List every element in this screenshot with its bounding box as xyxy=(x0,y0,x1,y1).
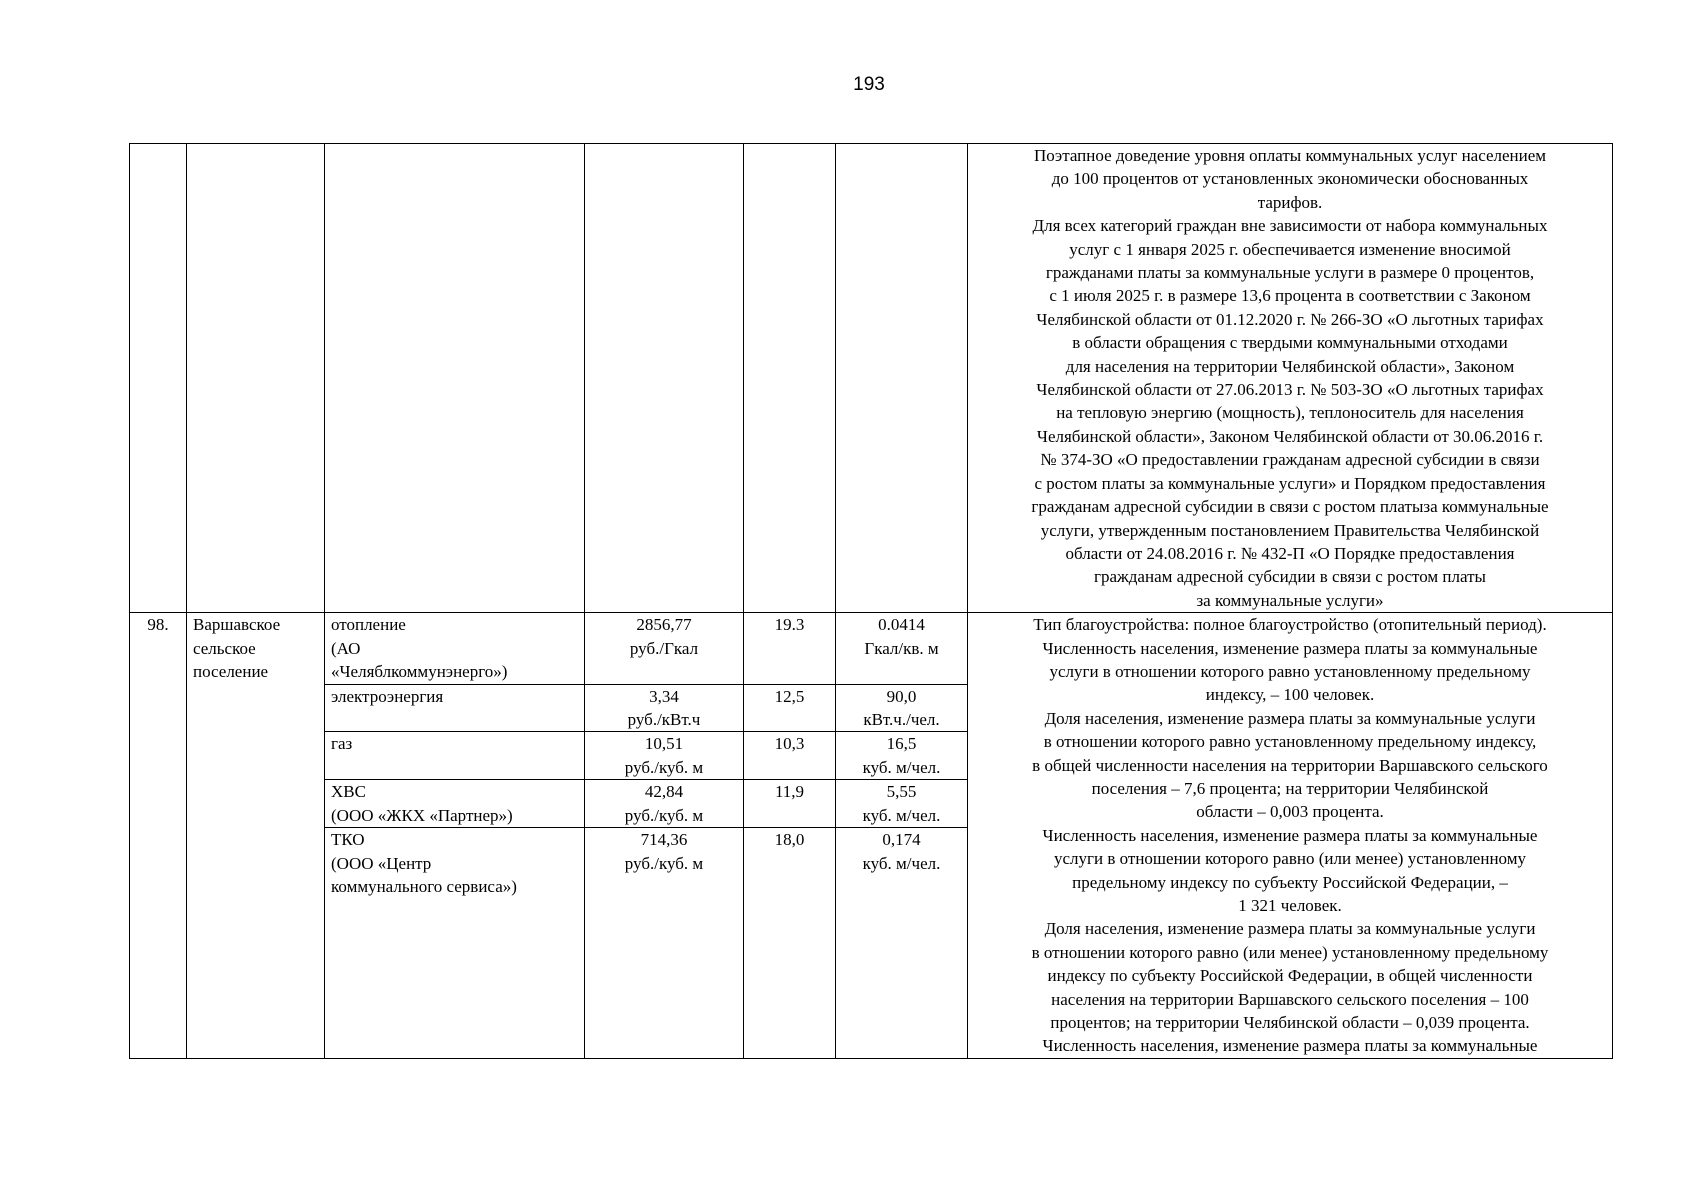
service-tariff xyxy=(585,732,744,780)
cell-empty xyxy=(187,144,325,613)
text-line: услуги в отношении которого равно установленному предельному xyxy=(1049,661,1531,681)
text-line: Для всех категорий граждан вне зависимости от набора коммунальных xyxy=(1032,216,1548,236)
service-name xyxy=(325,613,585,684)
cell-empty xyxy=(130,144,187,613)
text-line: куб. м/чел. xyxy=(862,805,941,825)
service-name xyxy=(325,684,585,732)
service-tariff xyxy=(585,684,744,732)
tariff-table xyxy=(129,143,1613,1059)
text-line: области от 24.08.2016 г. № 432-П «О Порядке предоставления xyxy=(1065,543,1515,563)
text-line: сельское xyxy=(193,638,256,658)
text-line: Челябинской области от 27.06.2013 г. № 503-ЗО «О льготных тарифах xyxy=(1036,380,1544,400)
text-line: электроэнергия xyxy=(331,686,444,706)
text-line: для населения на территории Челябинской области», Законом xyxy=(1065,356,1515,376)
cell-empty xyxy=(836,144,968,613)
service-tariff xyxy=(585,780,744,828)
text-line: куб. м/чел. xyxy=(862,757,941,777)
text-line: индексу, – 100 человек. xyxy=(1205,685,1375,705)
text-line: 2856,77 xyxy=(636,615,692,635)
text-line: «Челяблкоммунэнерго») xyxy=(331,661,508,681)
text-line: поселения – 7,6 процента; на территории Челябинской xyxy=(1091,778,1489,798)
service-index: 11,9 xyxy=(744,780,836,828)
text-line: куб. м/чел. xyxy=(862,853,941,873)
text-line: в области обращения с твердыми коммунальными отходами xyxy=(1072,333,1508,353)
service-norm xyxy=(836,684,968,732)
text-line: с ростом платы за коммунальные услуги» и Порядком предоставления xyxy=(1034,473,1546,493)
municipality-name xyxy=(187,613,325,1059)
text-line: до 100 процентов от установленных экономически обоснованных xyxy=(1051,169,1529,189)
text-line: Поэтапное доведение уровня оплаты коммунальных услуг населением xyxy=(1033,146,1547,165)
text-line: 714,36 xyxy=(640,830,688,850)
text-line: населения на территории Варшавского сельского поселения – 100 xyxy=(1051,989,1529,1009)
text-line: с 1 июля 2025 г. в размере 13,6 процента в соответствии с Законом xyxy=(1049,286,1531,306)
text-line: руб./куб. м xyxy=(624,805,704,825)
text-line: гражданам адресной субсидии в связи с ростом платыза коммунальные xyxy=(1031,497,1549,517)
service-index: 18,0 xyxy=(744,828,836,1059)
text-line: 3,34 xyxy=(649,686,679,706)
text-line: Тип благоустройства: полное благоустройство (отопительный период). xyxy=(1033,615,1547,635)
row-number: 98. xyxy=(130,613,187,1059)
continuation-row xyxy=(130,144,1613,613)
text-line: № 374-ЗО «О предоставлении гражданам адресной субсидии в связи xyxy=(1040,450,1540,470)
text-line: (ООО «ЖКХ «Партнер») xyxy=(331,805,513,825)
text-line: отопление xyxy=(331,615,406,635)
cell-empty xyxy=(585,144,744,613)
text-line: услуг с 1 января 2025 г. обеспечивается изменение вносимой xyxy=(1069,239,1511,259)
service-index: 10,3 xyxy=(744,732,836,780)
text-line: 42,84 xyxy=(644,782,684,802)
text-line: Челябинской области», Законом Челябинской области от 30.06.2016 г. xyxy=(1036,426,1544,446)
text-line: гражданам адресной субсидии в связи с ростом платы xyxy=(1094,567,1486,587)
text-line: 90,0 xyxy=(886,686,917,706)
service-index: 12,5 xyxy=(744,684,836,732)
service-tariff xyxy=(585,613,744,684)
text-line: Доля населения, изменение размера платы за коммунальные услуги xyxy=(1044,919,1536,939)
text-line: 1 321 человек. xyxy=(1238,896,1342,915)
text-line: (АО xyxy=(331,638,361,658)
text-line: Численность населения, изменение размера платы за коммунальные xyxy=(1042,638,1538,658)
text-line: услуги в отношении которого равно (или менее) установленному xyxy=(1054,849,1526,869)
service-norm xyxy=(836,613,968,684)
service-norm xyxy=(836,780,968,828)
text-line: руб./кВт.ч xyxy=(627,709,701,729)
text-line: Челябинской области от 01.12.2020 г. № 266-ЗО «О льготных тарифах xyxy=(1036,309,1544,329)
text-line: руб./Гкал xyxy=(629,638,699,658)
text-line: предельному индексу по субъекту Российской Федерации, – xyxy=(1072,872,1508,892)
text-line: в отношении которого равно (или менее) установленному предельному xyxy=(1031,942,1549,962)
text-line: Варшавское xyxy=(193,615,281,635)
text-line: Гкал/кв. м xyxy=(864,638,939,658)
service-index: 19.3 xyxy=(744,613,836,684)
text-line: газ xyxy=(331,734,353,754)
text-line: 10,51 xyxy=(644,734,684,754)
text-line: услуги, утвержденным постановлением Правительства Челябинской xyxy=(1040,520,1540,540)
text-line: в отношении которого равно установленному предельному индексу, xyxy=(1043,732,1537,752)
text-line: Численность населения, изменение размера платы за коммунальные xyxy=(1042,825,1538,845)
text-line: Доля населения, изменение размера платы за коммунальные услуги xyxy=(1044,708,1536,728)
entry-description xyxy=(968,613,1613,1059)
cell-empty xyxy=(744,144,836,613)
service-name xyxy=(325,780,585,828)
text-line: кВт.ч./чел. xyxy=(863,709,940,729)
text-line: гражданами платы за коммунальные услуги в размере 0 процентов, xyxy=(1045,263,1535,283)
text-line: Численность населения, изменение размера платы за коммунальные xyxy=(1042,1036,1538,1056)
text-line: поселение xyxy=(193,661,269,681)
cell-empty xyxy=(325,144,585,613)
text-line: за коммунальные услуги» xyxy=(1196,590,1384,610)
text-line: 5,55 xyxy=(886,782,917,802)
service-row-heating xyxy=(130,613,1613,684)
text-line: коммунального сервиса») xyxy=(331,877,517,897)
service-norm xyxy=(836,732,968,780)
text-line: руб./куб. м xyxy=(624,853,704,873)
text-line: (ООО «Центр xyxy=(331,853,432,873)
service-name xyxy=(325,732,585,780)
text-line: тарифов. xyxy=(1257,192,1323,212)
service-norm xyxy=(836,828,968,1059)
service-name xyxy=(325,828,585,1059)
continuation-description xyxy=(968,144,1613,613)
text-line: 16,5 xyxy=(886,734,917,754)
text-line: в общей численности населения на территории Варшавского сельского xyxy=(1032,755,1548,775)
text-line: ТКО xyxy=(331,830,365,850)
service-tariff xyxy=(585,828,744,1059)
text-line: на тепловую энергию (мощность), теплоноситель для населения xyxy=(1056,403,1524,423)
text-line: области – 0,003 процента. xyxy=(1196,802,1384,822)
text-line: ХВС xyxy=(331,782,366,802)
text-line: 0,174 xyxy=(882,830,921,850)
page-number: 193 xyxy=(853,74,885,95)
text-line: руб./куб. м xyxy=(624,757,704,777)
text-line: процентов; на территории Челябинской области – 0,039 процента. xyxy=(1050,1013,1530,1033)
text-line: индексу по субъекту Российской Федерации, в общей численности xyxy=(1047,966,1533,986)
text-line: 0.0414 xyxy=(878,615,925,635)
